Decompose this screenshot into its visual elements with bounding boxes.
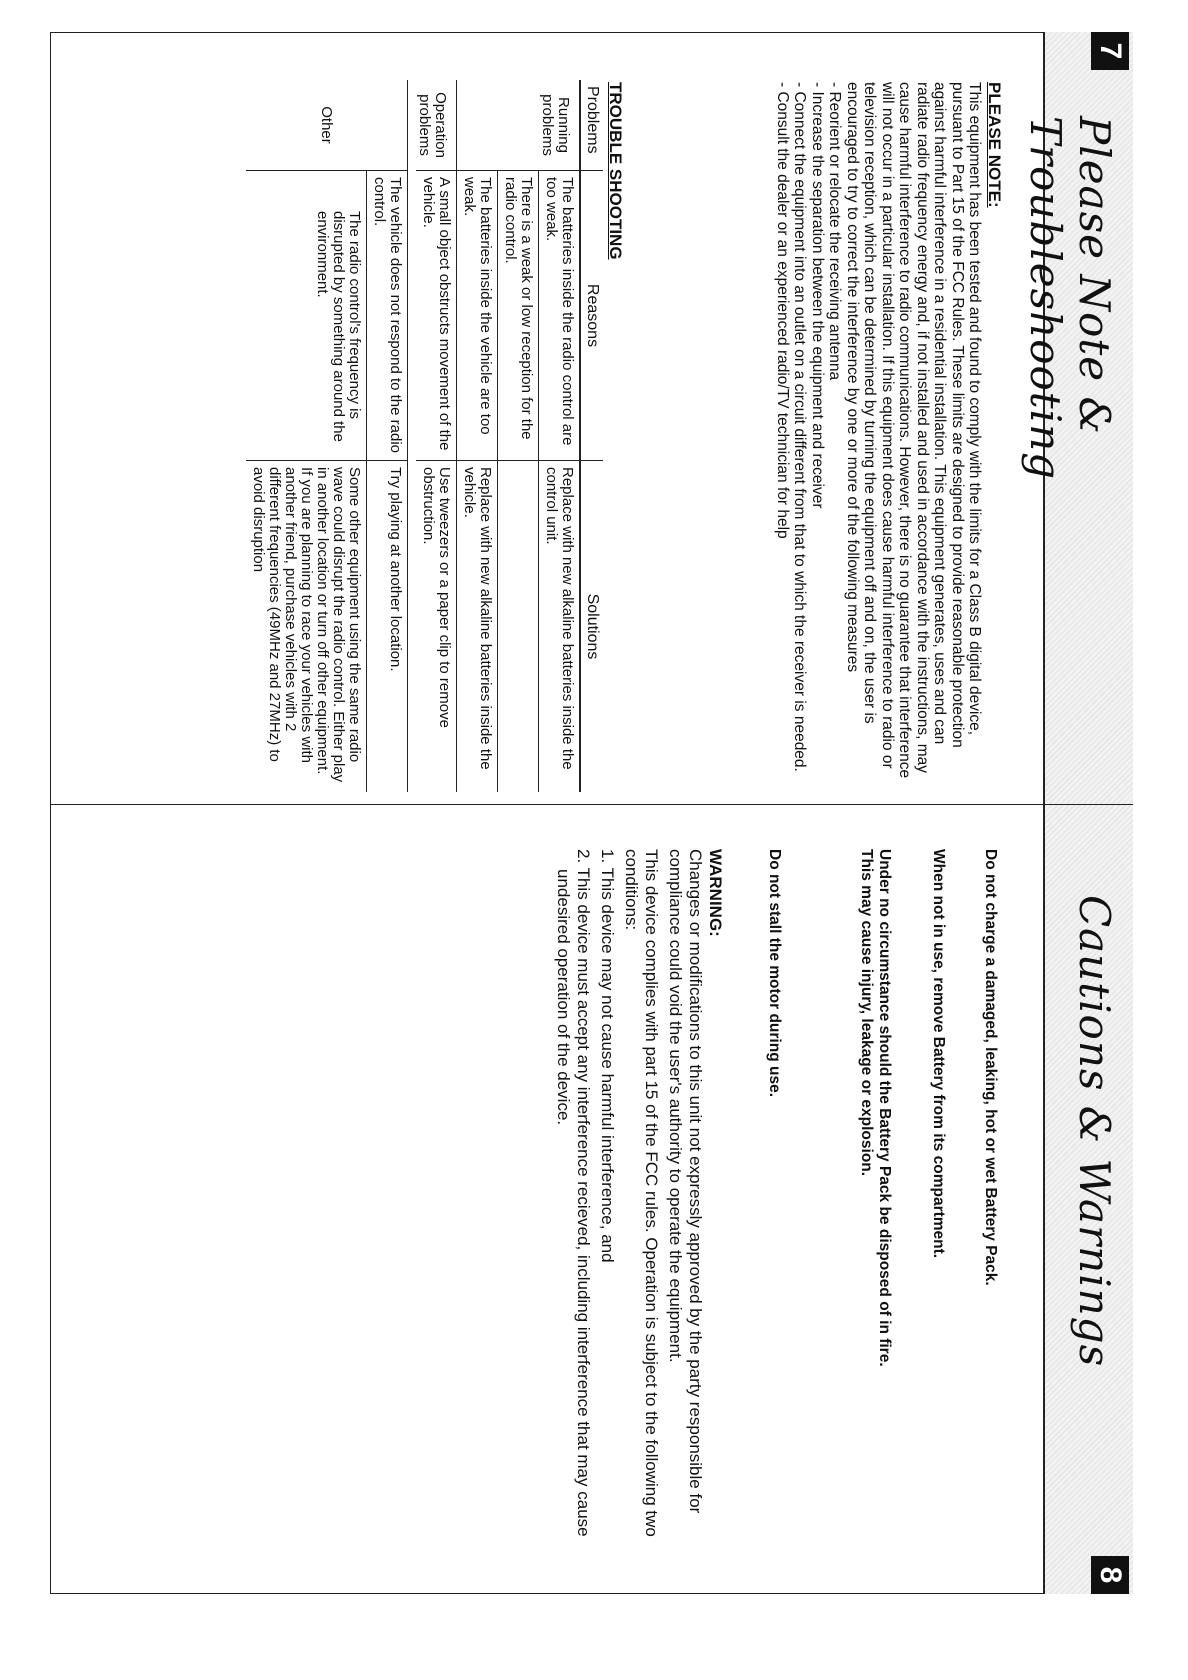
caution-text: Under no circumstance should the Battery Pack be disposed of in fire. [876, 849, 893, 1367]
page-8-header [1043, 805, 1133, 1594]
solution-cell: Replace with new alkaline batteries inside the vehicle. [457, 460, 497, 792]
solution-cell: Try playing at another location. [367, 460, 407, 792]
problem-label: Operation problems [416, 92, 449, 158]
table-row [457, 170, 497, 792]
page-title-cautions: Cautions & Warnings [1070, 895, 1119, 1368]
caution-text: This may cause injury, leakage or explosion. [858, 849, 875, 1177]
table-row [366, 170, 407, 792]
reason-cell: The radio control's frequency is disrupted by something around the environment. [246, 170, 366, 460]
reason-cell: There is a weak or low reception for the radio control. [498, 170, 538, 460]
measure-item: - Reorient or relocate the receiving antenna [826, 82, 844, 381]
header-problems: Problems [584, 86, 601, 154]
solution-cell: Use tweezers or a paper clip to remove obstruction. [416, 460, 456, 792]
solution-cell [498, 460, 538, 792]
please-note-heading: PLEASE NOTE: [985, 82, 1004, 208]
group-other [246, 80, 407, 792]
measures-list [774, 82, 844, 782]
solution-cell: Some other equipment using the same radio wave could disrupt the radio control. Either play in another location or turn off other equipment. If you are planning to race your vehicles with another friend, purchase vehicles with 2 different frequencies (49MHz and 27MHz) to avoid disruption [246, 460, 366, 792]
page-title-troubleshooting: Please Note & Troubleshooting [1021, 116, 1119, 481]
warning-section [549, 849, 725, 1589]
table-row [538, 170, 579, 792]
rotated-spread [50, 32, 1133, 1594]
page-7 [50, 32, 1133, 804]
group-running-problems [456, 80, 579, 792]
warning-label: WARNING: [706, 849, 725, 937]
solution-cell: Replace with new alkaline batteries inside the control unit. [539, 460, 579, 792]
group-operation-problems [407, 80, 456, 792]
caution-text: Do not stall the motor during use. [766, 849, 783, 1097]
condition-item: 1. This device may not cause harmful interference, and [598, 849, 617, 1263]
measure-item: - Connect the equipment into an outlet on a circuit different from that to which the receiver is needed. [791, 82, 809, 772]
page-8 [50, 804, 1133, 1594]
reason-cell: The batteries inside the vehicle are too weak. [457, 170, 497, 460]
caution-text: When not in use, remove Battery from its compartment. [930, 849, 947, 1259]
table-row [246, 170, 366, 792]
reason-cell: A small object obstructs movement of the vehicle. [416, 170, 456, 460]
header-solutions: Solutions [581, 460, 603, 792]
page-number-8: 8 [1091, 1556, 1129, 1594]
warning-paragraph: Changes or modifications to this unit not expressly approved by the party responsible for compliance could void the user's authority to operate the equipment. [666, 849, 705, 1514]
table-header-row [579, 80, 603, 792]
caution-text: Do not charge a damaged, leaking, hot or wet Battery Pack. [982, 849, 999, 1286]
reason-cell: The vehicle does not respond to the radio control. [367, 170, 407, 460]
page-7-header [1021, 32, 1133, 804]
table-row [416, 170, 456, 792]
table-row [497, 170, 538, 792]
reason-cell: The batteries inside the radio control are too weak. [539, 170, 579, 460]
measure-item: - Increase the separation between the equipment and receiver [809, 82, 826, 509]
page-number-7: 7 [1091, 32, 1129, 70]
condition-item: 2. This device must accept any interference recieved, including interference that may cause undesired operation of the device. [554, 849, 593, 1537]
troubleshooting-heading: TROUBLE SHOOTING [606, 82, 625, 260]
fcc-paragraph: This device complies with part 15 of the FCC rules. Operation is subject to the following two conditions: [622, 849, 661, 1537]
measure-item: - Consult the dealer or an experienced radio/TV technician for help [774, 82, 791, 539]
header-reasons: Reasons [581, 170, 603, 460]
please-note-section [774, 82, 1004, 782]
fcc-note-paragraph: This equipment has been tested and found to comply with the limits for a Class B digital device, pursuant to Part 15 of the FCC Rules. These limits are designed to provide reasonable protection against harmful interference in a residential installation. This equipment generates, uses and can radiate radio frequency energy and, if not installed and used in accordance with the instructions, may cause harmful interference to radio communications. However, there is no guarantee that interference will not occur in a particular installation. If this equipment does cause harmful interference to radio or television reception, which can be determined by turning the equipment off and on, the user is encouraged to try to correct the interference by one or more of the following measures [844, 82, 984, 779]
problem-label: Other [318, 106, 336, 144]
problem-label: Running problems [539, 94, 572, 156]
troubleshooting-table [246, 80, 603, 792]
